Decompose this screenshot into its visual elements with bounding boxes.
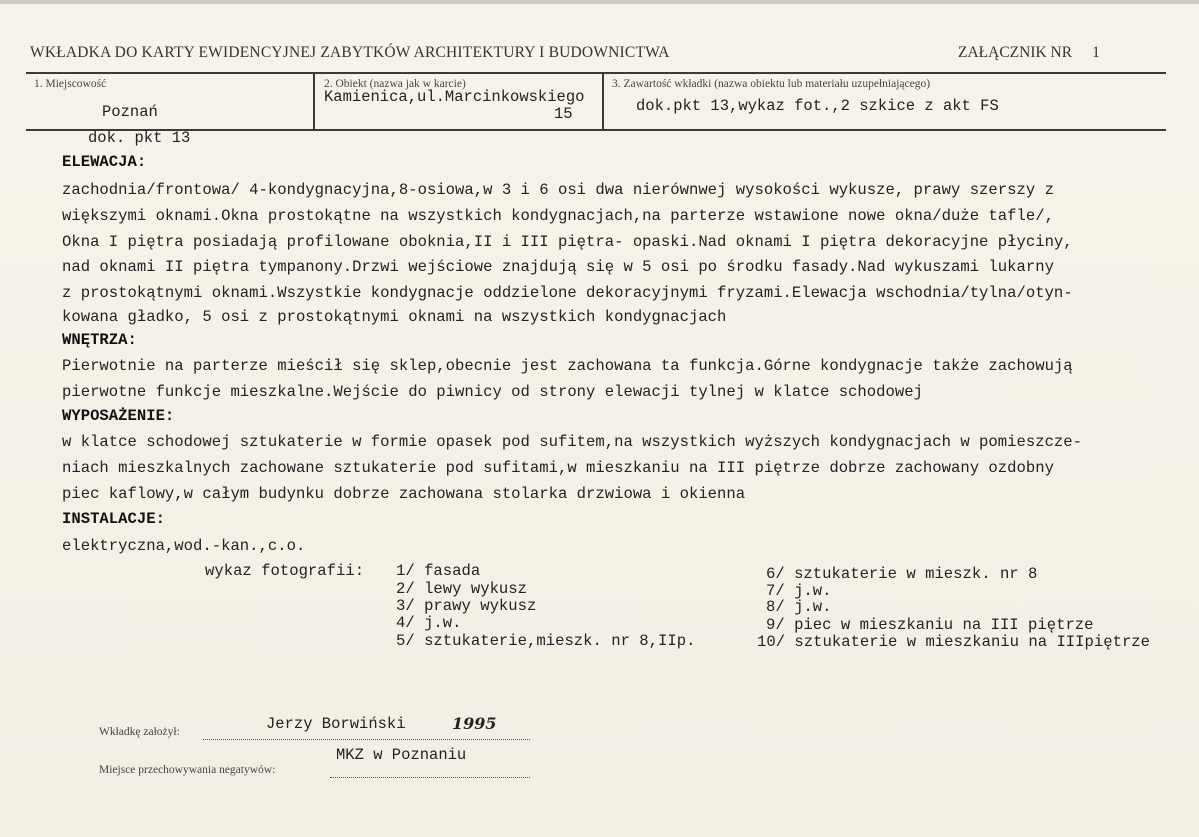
contents-value: dok.pkt 13,wykaz fot.,2 szkice z akt FS <box>636 97 999 115</box>
photo-item: 5/ sztukaterie,mieszk. nr 8,IIp. <box>396 632 696 650</box>
photo-item: 10/ sztukaterie w mieszkaniu na IIIpiętrze <box>757 633 1151 651</box>
photo-item: 6/ sztukaterie w mieszk. nr 8 <box>766 565 1038 583</box>
card-top-edge <box>0 0 1199 4</box>
field-divider-2 <box>602 74 604 129</box>
annex-label: ZAŁĄCZNIK NR 1 <box>958 44 1100 61</box>
negatives-label: Miejsce przechowywania negatywów: <box>99 764 276 776</box>
elevation-line: większymi oknami.Okna prostokątne na wszystkich kondygnacjach,na parterze wstawione nowe okna/duże tafle/, <box>62 207 1054 225</box>
photo-item: 8/ j.w. <box>766 598 832 616</box>
founded-label: Wkładkę założył: <box>99 726 180 738</box>
location-value: Poznań <box>102 103 158 121</box>
founded-by: Jerzy Borwiński <box>266 715 406 733</box>
elevation-line: kowana gładko, 5 osi z prostokątnymi oknami na wszystkich kondygnacjach <box>62 308 727 326</box>
installations-heading: INSTALACJE: <box>62 510 165 528</box>
interior-line: pierwotne funkcje mieszkalne.Wejście do piwnicy od strony elewacji tylnej w klatce schodowej <box>62 383 923 401</box>
photo-list-label: wykaz fotografii: <box>205 562 365 580</box>
equipment-line: niach mieszkalnych zachowane sztukaterie pod sufitami,w mieszkaniu na III piętrze dobrze zachowany ozdobny <box>62 459 1054 477</box>
header-rule-top <box>26 72 1166 74</box>
interior-heading: WNĘTRZA: <box>62 331 137 349</box>
equipment-line: piec kaflowy,w całym budynku dobrze zachowana stolarka drzwiowa i okienna <box>62 485 746 503</box>
photo-item: 3/ prawy wykusz <box>396 597 537 615</box>
elevation-line: Okna I piętra posiadają profilowane obokniа,II i III piętra- opaski.Nad oknami I piętra dekoracyjne płyciny, <box>62 233 1073 251</box>
negatives-location: MKZ w Poznaniu <box>336 746 467 764</box>
negatives-dotted-line <box>330 777 530 778</box>
object-label: 2. Obiekt (nazwa jak w karcie) <box>324 78 466 90</box>
doc-reference: dok. pkt 13 <box>88 129 191 147</box>
interior-line: Pierwotnie na parterze mieścił się sklep,obecnie jest zachowana ta funkcja.Górne kondygnacje także zachowują <box>62 357 1073 375</box>
location-label: 1. Miejscowość <box>34 78 107 90</box>
elevation-line: z prostokątnymi oknami.Wszystkie kondygnacje oddzielone dekoracyjnymi fryzami.Elewacja wschodnia/tylna/otyn- <box>62 284 1073 302</box>
elevation-heading: ELEWACJA: <box>62 153 147 171</box>
equipment-heading: WYPOSAŻENIE: <box>62 407 175 425</box>
field-divider-1 <box>313 74 315 129</box>
photo-item: 7/ j.w. <box>766 582 832 600</box>
photo-item: 1/ fasada <box>396 562 481 580</box>
equipment-line: w klatce schodowej sztukaterie w formie opasek pod sufitem,na wszystkich wyższych kondygnacjach w pomieszcze- <box>62 433 1082 451</box>
photo-item: 2/ lewy wykusz <box>396 580 528 598</box>
annex-number: 1 <box>1092 44 1100 61</box>
contents-label: 3. Zawartość wkładki (nazwa obiektu lub materiału uzupełniającego) <box>612 78 931 90</box>
photo-item: 4/ j.w. <box>396 614 462 632</box>
founded-year-handwritten: 1995 <box>452 714 497 733</box>
header-rule-bottom <box>26 129 1166 131</box>
photo-item: 9/ piec w mieszkaniu na III piętrze <box>766 616 1094 634</box>
elevation-line: nad oknami II piętra tympanony.Drzwi wejściowe znajdują się w 5 osi po środku fasady.Nad wykuszami lukarny <box>62 258 1054 276</box>
object-number: 15 <box>554 105 573 123</box>
elevation-line: zachodnia/frontowa/ 4-kondygnacyjna,8-osiowa,w 3 i 6 osi dwa nierównwej wysokości wykusze, prawy szerszy z <box>62 181 1054 199</box>
object-value: Kamienica,ul.Marcinkowskiego <box>324 88 585 106</box>
card-title: WKŁADKA DO KARTY EWIDENCYJNEJ ZABYTKÓW ARCHITEKTURY I BUDOWNICTWA <box>30 44 670 61</box>
installations-line: elektryczna,wod.-kan.,c.o. <box>62 537 306 555</box>
founded-dotted-line <box>203 739 530 740</box>
